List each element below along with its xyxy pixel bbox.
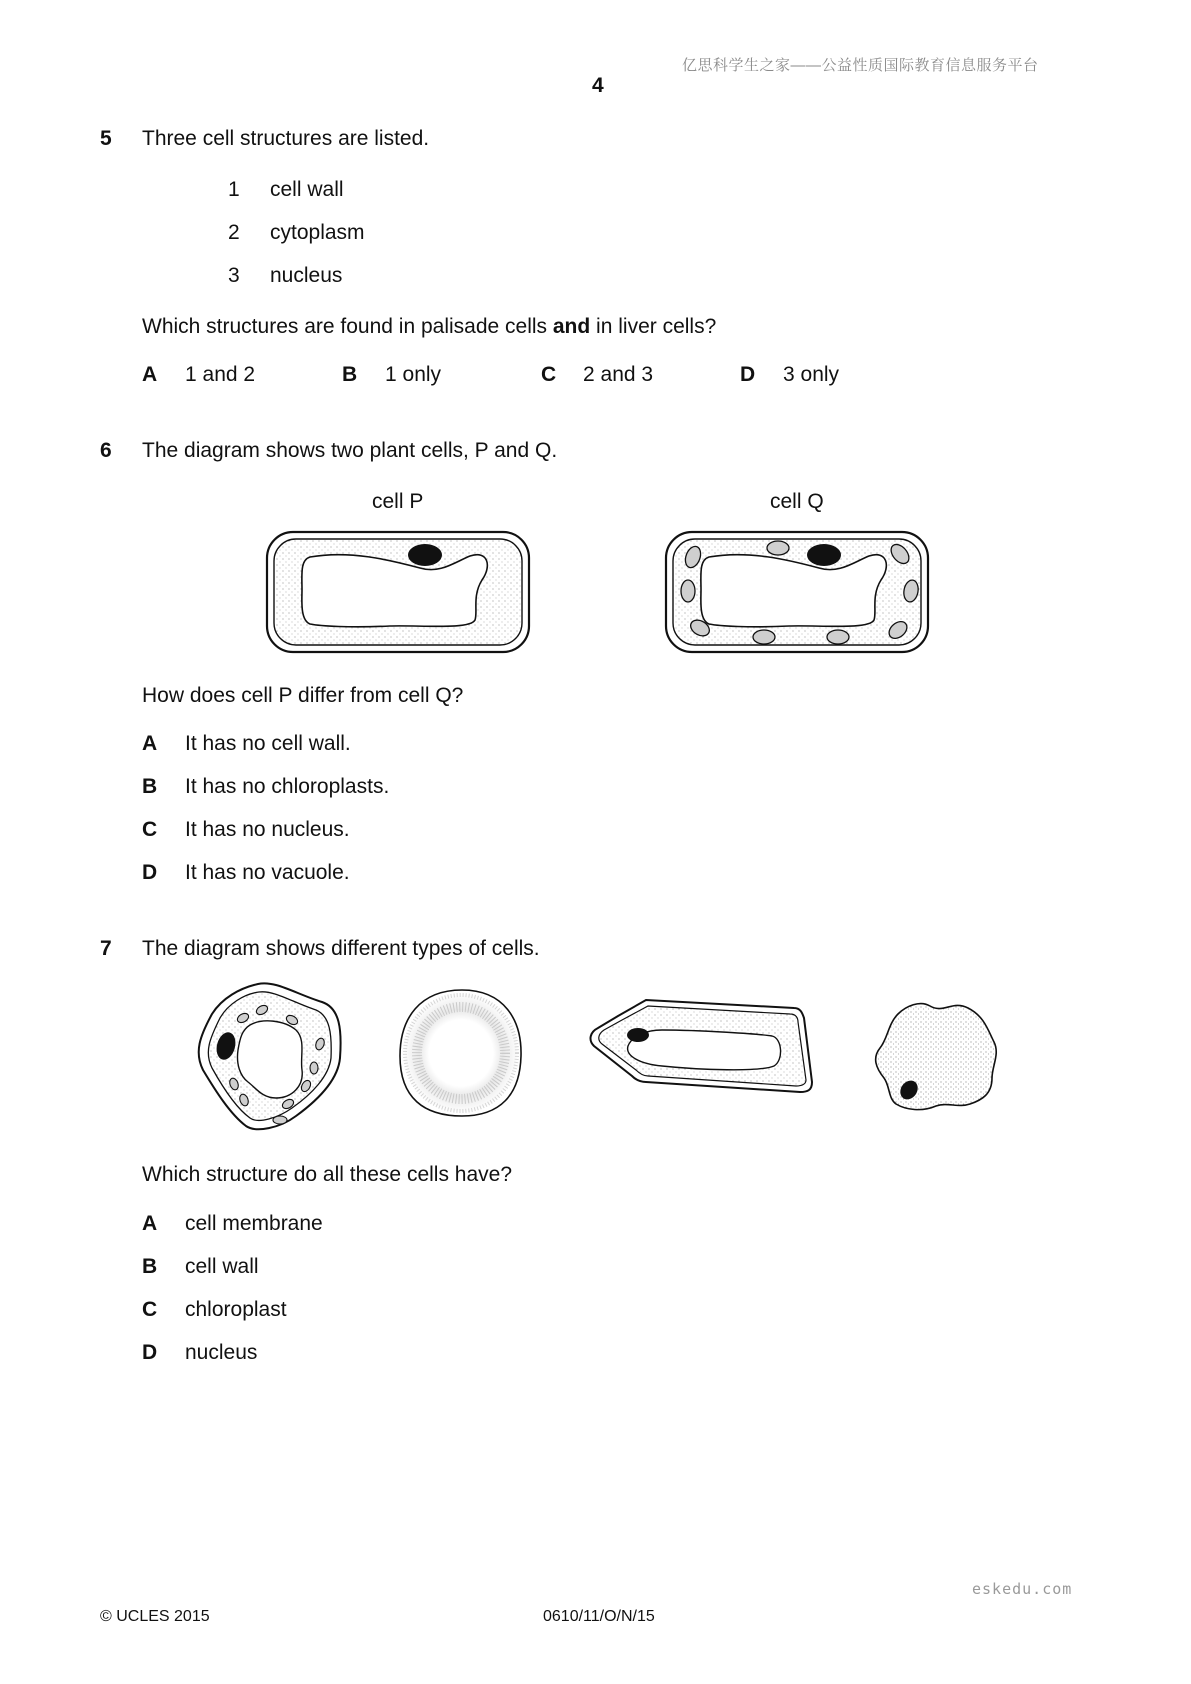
cell-q-nucleus: [807, 544, 841, 566]
q6-option-a-text[interactable]: It has no cell wall.: [185, 732, 351, 755]
q5-option-c-letter[interactable]: C: [541, 363, 557, 386]
cell-types-diagram: [0, 980, 1191, 1150]
q5-stem: Three cell structures are listed.: [142, 127, 430, 150]
animal-cell: [876, 1004, 997, 1110]
q6-stem: The diagram shows two plant cells, P and Q.: [142, 439, 558, 462]
q7-option-d-letter[interactable]: D: [142, 1341, 158, 1364]
q5-list-text-3: nucleus: [270, 264, 343, 287]
q6-number: 6: [100, 439, 112, 462]
footer-watermark: eskedu.com: [972, 1580, 1073, 1598]
q5-question: Which structures are found in palisade cells and in liver cells?: [142, 315, 717, 338]
q7-stem: The diagram shows different types of cells.: [142, 937, 540, 960]
q6-option-a-letter[interactable]: A: [142, 732, 158, 755]
q5-option-a-text[interactable]: 1 and 2: [185, 363, 256, 386]
cell-p: [267, 532, 529, 652]
cell-q-label: cell Q: [770, 490, 824, 513]
q6-option-c-letter[interactable]: C: [142, 818, 158, 841]
q6-option-b-letter[interactable]: B: [142, 775, 158, 798]
plant-cell: [199, 983, 341, 1129]
q5-list-num-3: 3: [228, 264, 240, 287]
q7-number: 7: [100, 937, 112, 960]
q6-question: How does cell P differ from cell Q?: [142, 684, 464, 707]
q5-option-d-letter[interactable]: D: [740, 363, 756, 386]
q5-list-text-2: cytoplasm: [270, 221, 365, 244]
q5-number: 5: [100, 127, 112, 150]
q6-option-d-text[interactable]: It has no vacuole.: [185, 861, 350, 884]
q7-option-a-letter[interactable]: A: [142, 1212, 158, 1235]
q5-list-num-2: 2: [228, 221, 240, 244]
q5-option-d-text[interactable]: 3 only: [783, 363, 840, 386]
q7-question: Which structure do all these cells have?: [142, 1163, 513, 1186]
page-number: 4: [592, 74, 604, 97]
q5-option-b-text[interactable]: 1 only: [385, 363, 442, 386]
elongated-cell: [591, 1000, 812, 1092]
cell-p-nucleus: [408, 544, 442, 566]
q6-option-b-text[interactable]: It has no chloroplasts.: [185, 775, 390, 798]
q5-option-a-letter[interactable]: A: [142, 363, 158, 386]
q7-option-c-text[interactable]: chloroplast: [185, 1298, 287, 1321]
q5-option-b-letter[interactable]: B: [342, 363, 358, 386]
q5-list-text-1: cell wall: [270, 178, 344, 201]
red-blood-cell: [400, 990, 521, 1116]
header-watermark: 亿思科学生之家——公益性质国际教育信息服务平台: [682, 57, 1039, 74]
q5-option-c-text[interactable]: 2 and 3: [583, 363, 654, 386]
footer-exam-code: 0610/11/O/N/15: [543, 1608, 655, 1625]
q7-option-b-text[interactable]: cell wall: [185, 1255, 259, 1278]
footer-copyright: © UCLES 2015: [100, 1608, 210, 1625]
q7-option-d-text[interactable]: nucleus: [185, 1341, 258, 1364]
q6-option-c-text[interactable]: It has no nucleus.: [185, 818, 350, 841]
q6-option-d-letter[interactable]: D: [142, 861, 158, 884]
q7-option-a-text[interactable]: cell membrane: [185, 1212, 323, 1235]
q7-option-b-letter[interactable]: B: [142, 1255, 158, 1278]
cell-q: [666, 532, 928, 652]
q7-option-c-letter[interactable]: C: [142, 1298, 158, 1321]
q5-list-num-1: 1: [228, 178, 240, 201]
cell-p-label: cell P: [372, 490, 424, 513]
